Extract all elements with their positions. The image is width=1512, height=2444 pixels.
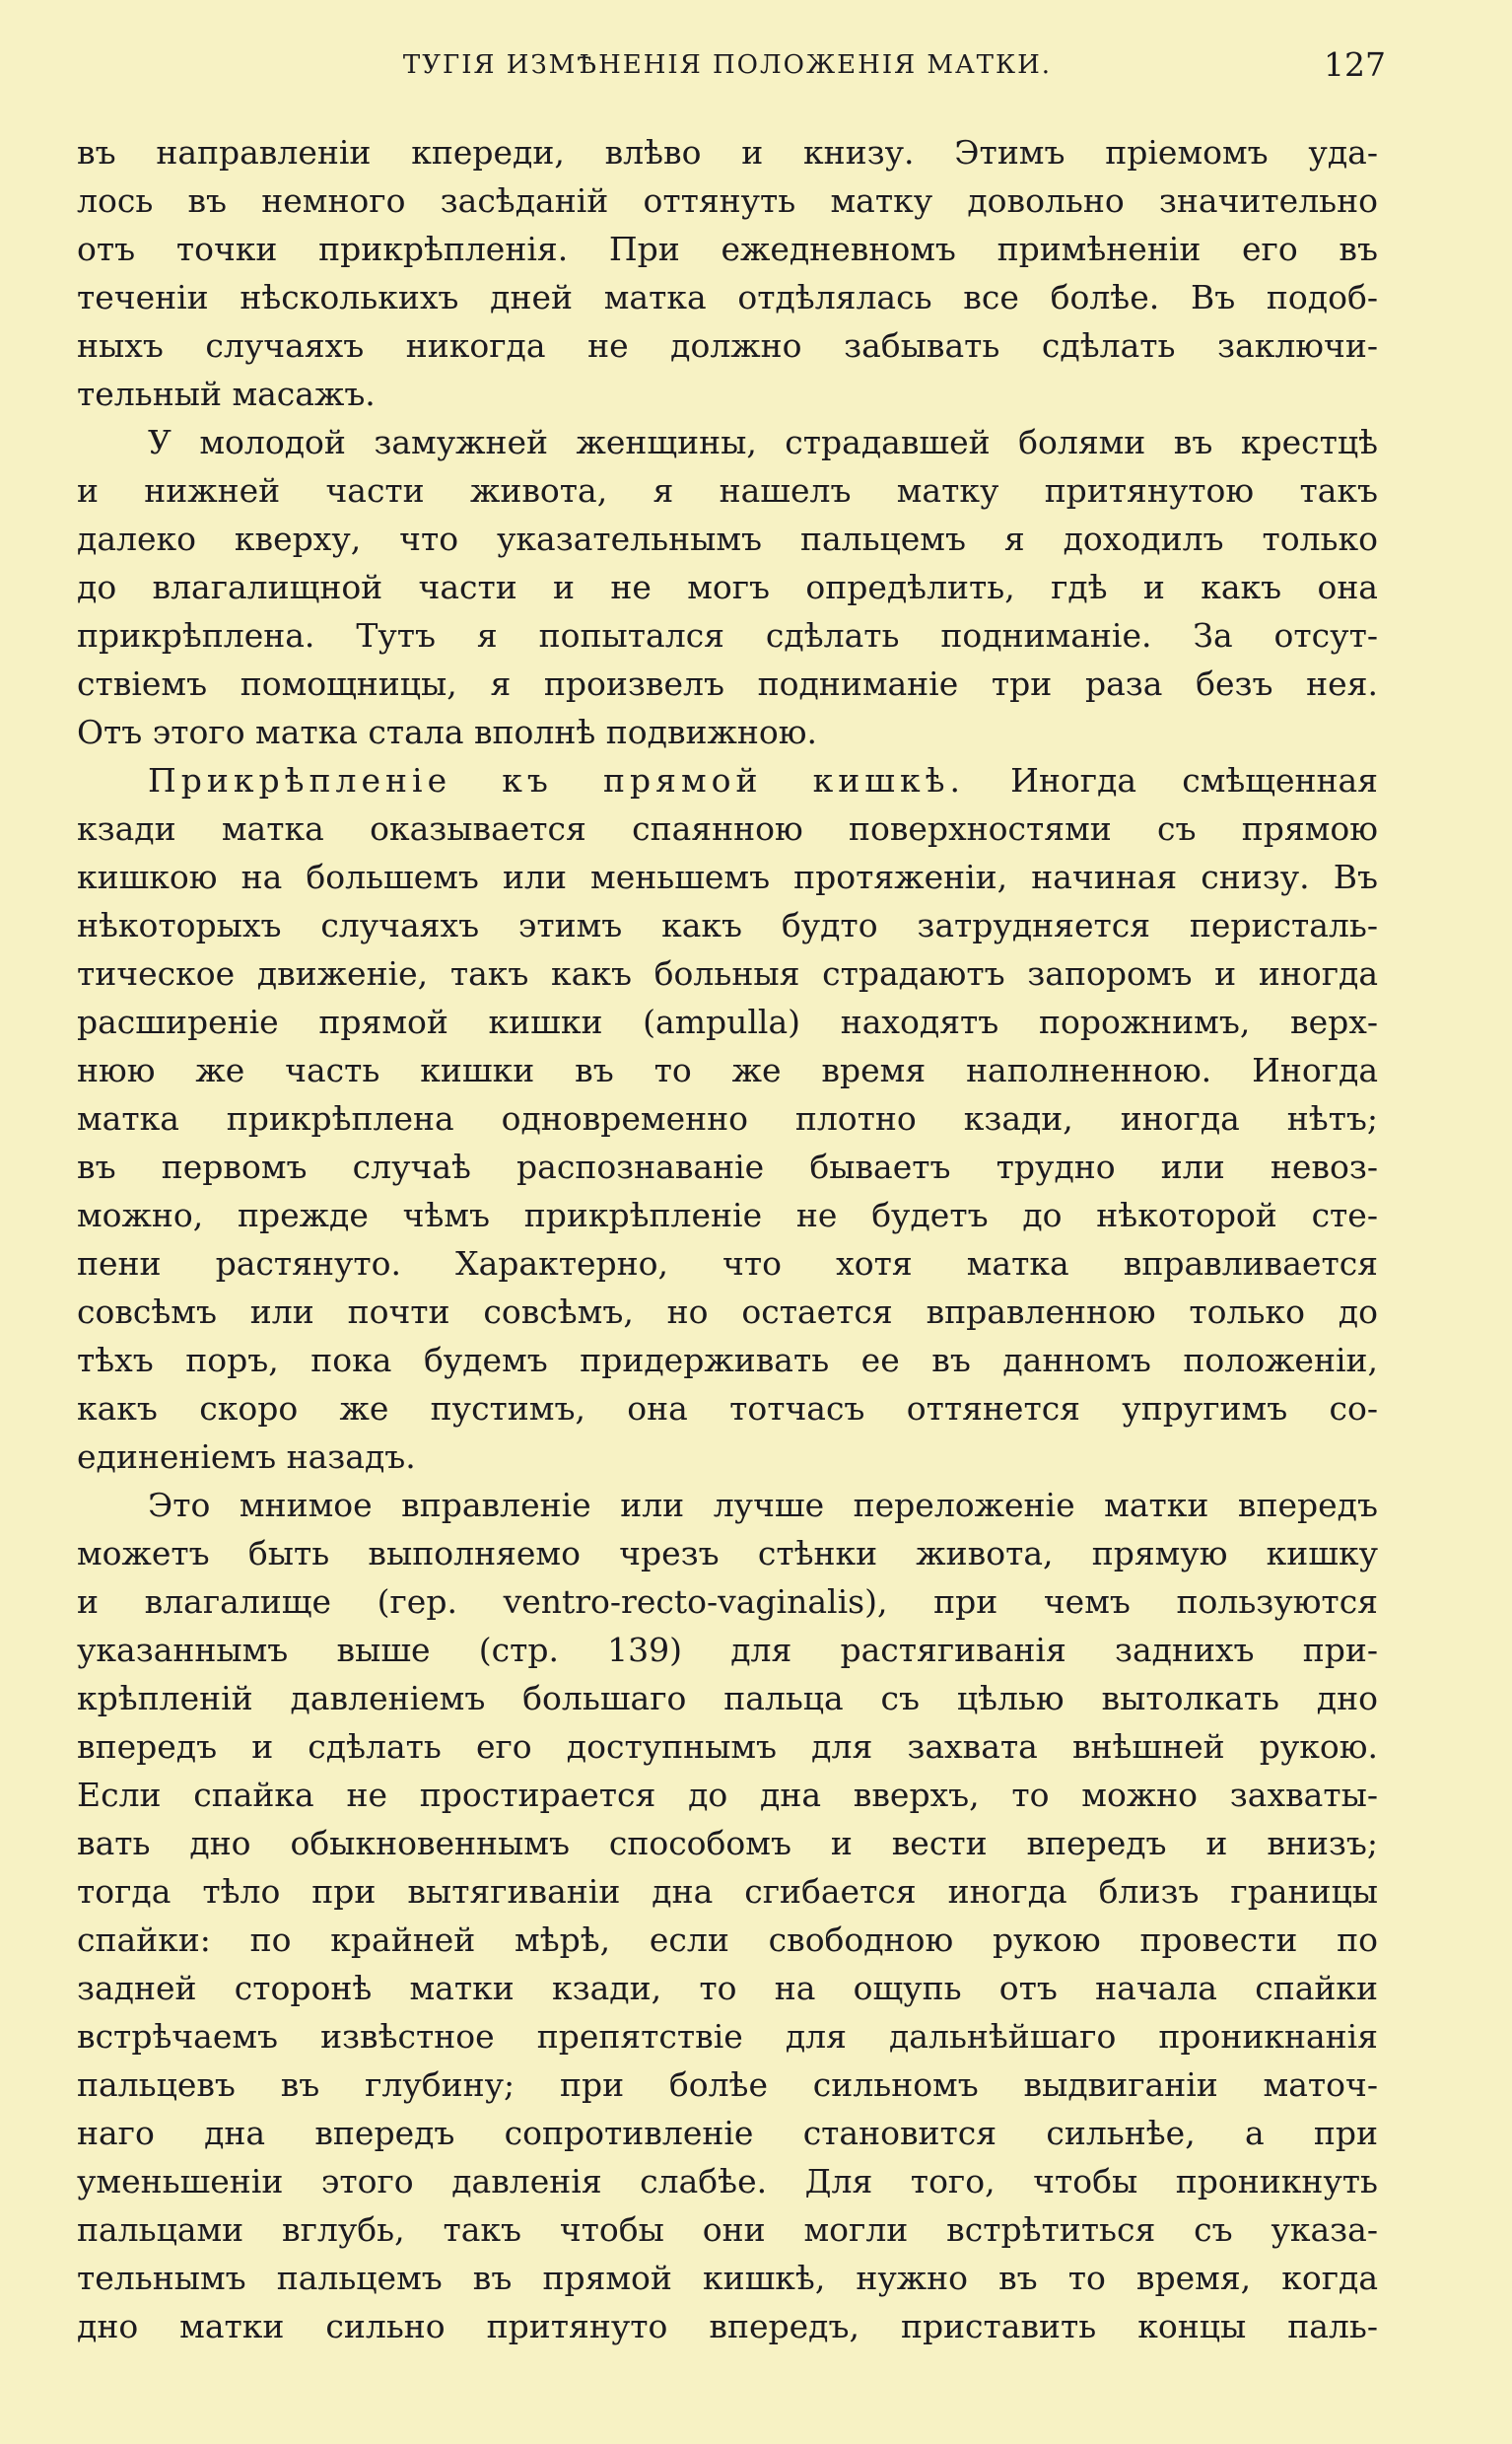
text-line: вать дно обыкновеннымъ способомъ и вести впередъ и внизъ; xyxy=(77,1824,1378,1862)
text-line: въ направленіи кпереди, влѣво и книзу. Этимъ пріемомъ уда- xyxy=(77,133,1378,172)
text-line: ствіемъ помощницы, я произвелъ подниманіе три раза безъ нея. xyxy=(77,664,1378,703)
text-line: тѣхъ поръ, пока будемъ придерживать ее въ данномъ положеніи, xyxy=(77,1341,1378,1379)
text-line: Это мнимое вправленіе или лучше переложеніе матки впередъ xyxy=(148,1486,1378,1524)
text-body xyxy=(77,128,1378,2350)
text-line: лось въ немного засѣданій оттянуть матку довольно значительно xyxy=(77,181,1378,220)
text-line: ныхъ случаяхъ никогда не должно забывать сдѣлать заключи- xyxy=(77,326,1378,365)
text-line: можно, прежде чѣмъ прикрѣпленіе не будетъ до нѣкоторой сте- xyxy=(77,1196,1378,1234)
text-line: указаннымъ выше (стр. 139) для растягиванія заднихъ при- xyxy=(77,1631,1378,1669)
text-line: прикрѣплена. Тутъ я попытался сдѣлать подниманіе. За отсут- xyxy=(77,616,1378,655)
text-line: спайки: по крайней мѣрѣ, если свободною рукою провести по xyxy=(77,1920,1378,1959)
text-line: кзади матка оказывается спаянною поверхностями съ прямою xyxy=(77,809,1378,848)
text-line: совсѣмъ или почти совсѣмъ, но остается вправленною только до xyxy=(77,1292,1378,1331)
section-heading-emphasis: Прикрѣпленіе къ прямой кишкѣ. xyxy=(148,761,965,800)
text-line: впередъ и сдѣлать его доступнымъ для захвата внѣшней рукою. xyxy=(77,1727,1378,1766)
text-line: въ первомъ случаѣ распознаваніе бываетъ трудно или невоз- xyxy=(77,1148,1378,1186)
text-line: пальцевъ въ глубину; при болѣе сильномъ выдвиганіи маточ- xyxy=(77,2065,1378,2104)
text-line: и нижней части живота, я нашелъ матку притянутою такъ xyxy=(77,471,1378,510)
text-line: Если спайка не простирается до дна вверхъ, то можно захваты- xyxy=(77,1776,1378,1814)
text-line: тельный масажъ. xyxy=(77,375,376,413)
text-line: единеніемъ назадъ. xyxy=(77,1437,416,1476)
text-line: задней сторонѣ матки кзади, то на ощупь отъ начала спайки xyxy=(77,1969,1378,2007)
text-line: наго дна впередъ сопротивленіе становится сильнѣе, а при xyxy=(77,2114,1378,2152)
text-line: тогда тѣло при вытягиваніи дна сгибается иногда близъ границы xyxy=(77,1872,1378,1911)
text-line: уменьшеніи этого давленія слабѣе. Для того, чтобы проникнуть xyxy=(77,2162,1378,2200)
text-line: теченіи нѣсколькихъ дней матка отдѣлялась все болѣе. Въ подоб- xyxy=(77,278,1378,316)
text-line: до влагалищной части и не могъ опредѣлить, гдѣ и какъ она xyxy=(77,568,1378,606)
text-line: далеко кверху, что указательнымъ пальцемъ я доходилъ только xyxy=(77,520,1378,558)
text-line: кишкою на большемъ или меньшемъ протяженіи, начиная снизу. Въ xyxy=(77,858,1378,896)
text-line: крѣпленій давленіемъ большаго пальца съ цѣлью вытолкать дно xyxy=(77,1679,1378,1717)
running-title: ТУГІЯ ИЗМѢНЕНІЯ ПОЛОЖЕНІЯ МАТКИ. xyxy=(402,50,1053,80)
text-line: нѣкоторыхъ случаяхъ этимъ какъ будто затрудняется перисталь- xyxy=(77,906,1378,944)
section-heading-line: Прикрѣпленіе къ прямой кишкѣ. Иногда смѣщенная xyxy=(148,761,1378,800)
text-line: тическое движеніе, такъ какъ больныя страдаютъ запоромъ и иногда xyxy=(77,954,1378,993)
text-line: матка прикрѣплена одновременно плотно кзади, иногда нѣтъ; xyxy=(77,1099,1378,1138)
page-number: 127 xyxy=(1324,45,1386,84)
text-line: какъ скоро же пустимъ, она тотчасъ оттянется упругимъ со- xyxy=(77,1389,1378,1428)
running-header xyxy=(77,45,1386,85)
text-line: пени растянуто. Характерно, что хотя матка вправливается xyxy=(77,1244,1378,1283)
text-line: расширеніе прямой кишки (ampulla) находятъ порожнимъ, верх- xyxy=(77,1003,1378,1041)
text-line: Отъ этого матка стала вполнѣ подвижною. xyxy=(77,713,817,751)
text-line: встрѣчаемъ извѣстное препятствіе для дальнѣйшаго проникнанія xyxy=(77,2017,1378,2056)
text-line: отъ точки прикрѣпленія. При ежедневномъ примѣненіи его въ xyxy=(77,230,1378,268)
text-line: можетъ быть выполняемо чрезъ стѣнки живота, прямую кишку xyxy=(77,1534,1378,1572)
text-line: дно матки сильно притянуто впередъ, приставить концы паль- xyxy=(77,2307,1378,2345)
text-line: нюю же часть кишки въ то же время наполненною. Иногда xyxy=(77,1051,1378,1089)
text-line: пальцами вглубь, такъ чтобы они могли встрѣтиться съ указа- xyxy=(77,2210,1378,2249)
text-line: тельнымъ пальцемъ въ прямой кишкѣ, нужно въ то время, когда xyxy=(77,2259,1378,2297)
text-line: У молодой замужней женщины, страдавшей болями въ крестцѣ xyxy=(148,423,1378,461)
text-line: и влагалище (гер. ventro-recto-vaginalis), при чемъ пользуются xyxy=(77,1582,1378,1621)
